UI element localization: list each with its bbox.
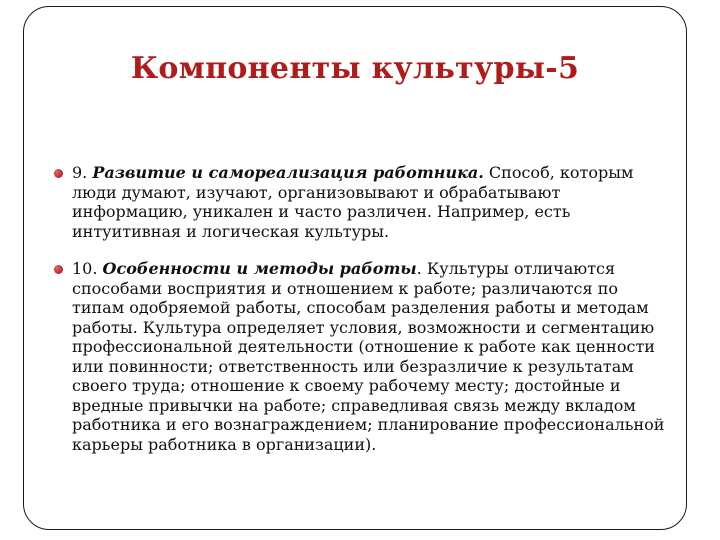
bullet-dot-icon [54, 169, 63, 178]
bullet-dot-icon [54, 265, 63, 274]
bullet-item-9 [54, 163, 674, 241]
bullet-list [54, 163, 674, 472]
bullet-item-10 [54, 259, 674, 454]
bullet-text [72, 163, 633, 241]
bullet-text [72, 259, 664, 454]
bullet-body: . Культуры отличаются способами восприятия и отношением к работе; различаются по типам одобряемой работы, способам разделения работы и методам работы. Культура определяет условия, возможности и сегментацию профессиональной деятельности (отношение к работе как ценности или повинности; ответственность или безразличие к результатам своего труда; отношение к своему рабочему месту; достойные и вредные привычки на работе; справедливая связь между вкладом работника и его вознаграждением; планирование профессиональной карьеры работника в организации). [72, 259, 665, 454]
bullet-body: Способ, которым люди думают, изучают, организовывают и обрабатывают информацию, уникален и часто различен. Например, есть интуитивная и логическая культуры. [72, 163, 634, 241]
bullet-heading: Развитие и самореализация работника. [92, 163, 484, 182]
bullet-number: 10. [72, 259, 103, 278]
bullet-heading: Особенности и методы работы [102, 259, 417, 278]
bullet-number: 9. [72, 163, 93, 182]
slide-title: Компоненты культуры-5 [130, 51, 580, 86]
slide-frame [23, 6, 687, 530]
